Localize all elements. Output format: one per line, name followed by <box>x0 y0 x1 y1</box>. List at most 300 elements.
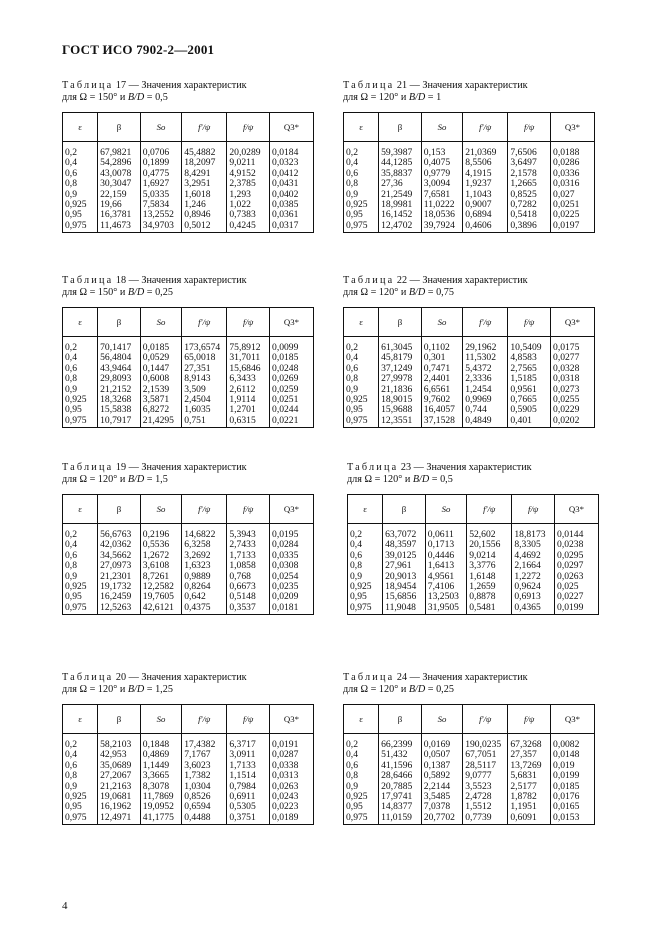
table-cell: 43,0078 <box>98 169 141 179</box>
table-cell: 0,6594 <box>182 802 227 812</box>
table-cell: 0,6315 <box>227 416 270 428</box>
table-cell: 0,0317 <box>270 221 314 233</box>
table-cell: 31,9505 <box>425 603 466 615</box>
table-cell: 0,8878 <box>467 592 512 602</box>
table-cell: 3,3665 <box>140 771 181 781</box>
table-cell: 2,3785 <box>227 179 270 189</box>
table-row <box>344 353 595 363</box>
column-header <box>63 113 98 142</box>
table-cell: 41,1775 <box>140 813 181 825</box>
table-cell: 56,6763 <box>98 524 141 541</box>
table-cell: 3,5523 <box>463 782 508 792</box>
table-row <box>63 416 314 428</box>
bd-label: B/D <box>127 92 145 103</box>
page-number: 4 <box>62 900 68 912</box>
table-row <box>344 210 595 220</box>
table-cell: 18,9454 <box>383 582 426 592</box>
table-row <box>344 200 595 210</box>
table-row <box>63 374 314 384</box>
table-cell: 21,0369 <box>463 142 508 159</box>
bd-label: B/D <box>127 684 145 695</box>
table-cell: 0,1102 <box>421 337 462 354</box>
table-cell: 8,4291 <box>182 169 227 179</box>
table-row <box>63 524 314 541</box>
table-row <box>63 750 314 760</box>
table-cell: 190,0235 <box>463 734 508 751</box>
caption-line2 <box>347 474 599 486</box>
column-header-label: So <box>437 317 447 327</box>
table-cell: 2,3336 <box>463 374 508 384</box>
table-cell: 11,0159 <box>379 813 422 825</box>
table-cell: 0,6894 <box>463 210 508 220</box>
table-cell: 1,9114 <box>227 395 270 405</box>
table-cell: 0,6 <box>344 761 379 771</box>
table-cell: 27,9978 <box>379 374 422 384</box>
bd-label: B/D <box>408 92 426 103</box>
column-header-label: ε <box>78 714 82 724</box>
table-row <box>63 771 314 781</box>
table-block-18 <box>62 275 314 428</box>
header-row <box>63 308 314 337</box>
column-header-label: ε <box>359 714 363 724</box>
table-cell: 0,0189 <box>270 813 314 825</box>
table-cell: 0,8 <box>63 179 98 189</box>
table-cell: 41,1596 <box>379 761 422 771</box>
table-cell: 12,2582 <box>140 582 181 592</box>
caption-number: 22 <box>396 275 408 286</box>
table-cell: 19,7605 <box>140 592 181 602</box>
table-cell: 2,1539 <box>140 385 181 395</box>
column-header <box>227 113 270 142</box>
column-header-label: f/ψ <box>243 504 254 514</box>
table-cell: 0,2 <box>348 524 383 541</box>
table-row <box>348 540 599 550</box>
caption-word: Таблица <box>343 80 395 91</box>
column-header <box>63 705 98 734</box>
column-header-label: f′/ψ <box>483 504 496 514</box>
column-header <box>508 705 551 734</box>
table-cell: 0,5418 <box>508 210 551 220</box>
table-cell: 0,0209 <box>270 592 314 602</box>
table-cell: 1,2272 <box>512 572 555 582</box>
table-row <box>63 200 314 210</box>
table-cell: 19,0681 <box>98 792 141 802</box>
table-cell: 4,4692 <box>512 551 555 561</box>
condition-prefix: для Ω = <box>62 92 98 103</box>
caption-text: — Значения характеристик <box>409 275 528 286</box>
column-header-label: f′/ψ <box>198 714 211 724</box>
table-cell: 0,7984 <box>227 782 270 792</box>
table-cell: 0,4 <box>63 750 98 760</box>
data-table-19 <box>62 494 314 615</box>
table-row <box>344 782 595 792</box>
table-cell: 52,602 <box>467 524 512 541</box>
table-cell: 19,66 <box>98 200 141 210</box>
table-cell: 0,1387 <box>421 761 462 771</box>
table-cell: 11,9048 <box>383 603 426 615</box>
condition-prefix: для Ω = <box>62 684 98 695</box>
table-cell: 21,2152 <box>98 385 141 395</box>
caption-number: 21 <box>396 80 408 91</box>
column-header <box>421 705 462 734</box>
column-header-label: β <box>397 317 403 327</box>
table-row <box>63 603 314 615</box>
table-row <box>344 416 595 428</box>
table-cell: 0,0223 <box>270 802 314 812</box>
table-cell: 18,2097 <box>182 158 227 168</box>
table-cell: 0,95 <box>63 210 98 220</box>
column-header-label: f/ψ <box>528 504 539 514</box>
table-row <box>344 374 595 384</box>
caption-text: — Значения характеристик <box>128 80 247 91</box>
column-header-label: β <box>116 122 122 132</box>
column-header-label: Q3* <box>283 714 300 724</box>
table-cell: 42,6121 <box>140 603 181 615</box>
table-block-24 <box>343 672 595 825</box>
column-header <box>551 308 595 337</box>
table-cell: 0,9 <box>348 572 383 582</box>
table-cell: 1,1449 <box>140 761 181 771</box>
table-cell: 0,3537 <box>227 603 270 615</box>
column-header <box>379 705 422 734</box>
table-cell: 0,2196 <box>140 524 181 541</box>
table-cell: 11,7869 <box>140 792 181 802</box>
column-header <box>140 495 181 524</box>
table-cell: 0,0328 <box>551 364 595 374</box>
table-cell: 1,6035 <box>182 405 227 415</box>
table-cell: 39,0125 <box>383 551 426 561</box>
header-row <box>344 308 595 337</box>
table-cell: 0,8 <box>344 179 379 189</box>
table-cell: 0,925 <box>344 200 379 210</box>
column-header <box>182 308 227 337</box>
caption-line2 <box>343 92 595 104</box>
table-cell: 0,0412 <box>270 169 314 179</box>
table-cell: 0,751 <box>182 416 227 428</box>
table-cell: 37,1528 <box>421 416 462 428</box>
table-caption <box>62 672 314 696</box>
table-cell: 0,8 <box>344 374 379 384</box>
table-cell: 0,9 <box>63 190 98 200</box>
table-cell: 0,4375 <box>182 603 227 615</box>
table-cell: 66,2399 <box>379 734 422 751</box>
table-cell: 21,2301 <box>98 572 141 582</box>
table-cell: 4,9152 <box>227 169 270 179</box>
table-cell: 0,0229 <box>551 405 595 415</box>
table-cell: 0,2 <box>344 142 379 159</box>
table-cell: 9,0777 <box>463 771 508 781</box>
table-cell: 0,9 <box>63 782 98 792</box>
table-cell: 15,5838 <box>98 405 141 415</box>
caption-line1 <box>343 275 595 287</box>
table-row <box>344 364 595 374</box>
column-header-label: So <box>156 504 166 514</box>
table-cell: 0,6 <box>348 551 383 561</box>
table-cell: 0,4488 <box>182 813 227 825</box>
column-header-label: β <box>401 504 407 514</box>
table-cell: 0,4 <box>344 750 379 760</box>
table-cell: 3,5485 <box>421 792 462 802</box>
column-header <box>463 113 508 142</box>
table-cell: 0,0259 <box>270 385 314 395</box>
table-cell: 0,0287 <box>270 750 314 760</box>
table-cell: 0,975 <box>344 416 379 428</box>
table-cell: 0,6673 <box>227 582 270 592</box>
column-header-label: ε <box>363 504 367 514</box>
table-cell: 10,5409 <box>508 337 551 354</box>
table-cell: 21,4295 <box>140 416 181 428</box>
table-cell: 0,4075 <box>421 158 462 168</box>
table-cell: 27,357 <box>508 750 551 760</box>
table-cell: 16,4057 <box>421 405 462 415</box>
caption-line1 <box>343 672 595 684</box>
column-header <box>348 495 383 524</box>
table-cell: 0,2 <box>63 734 98 751</box>
table-cell: 0,95 <box>344 210 379 220</box>
bd-value: = 1,5 <box>144 474 168 485</box>
column-header <box>551 113 595 142</box>
table-cell: 0,0335 <box>270 551 314 561</box>
table-cell: 0,0273 <box>551 385 595 395</box>
table-cell: 0,0361 <box>270 210 314 220</box>
table-cell: 42,953 <box>98 750 141 760</box>
table-cell: 0,6913 <box>512 592 555 602</box>
column-header-label: So <box>437 122 447 132</box>
caption-line2 <box>62 287 314 299</box>
caption-text: — Значения характеристик <box>128 462 247 473</box>
table-cell: 0,2 <box>63 524 98 541</box>
omega-value: 120° <box>97 684 118 695</box>
column-header <box>270 705 314 734</box>
table-cell: 27,0973 <box>98 561 141 571</box>
table-cell: 0,5481 <box>467 603 512 615</box>
table-cell: 43,9464 <box>98 364 141 374</box>
table-cell: 3,0911 <box>227 750 270 760</box>
condition-mid: и <box>398 684 409 695</box>
table-cell: 0,019 <box>551 761 595 771</box>
table-cell: 63,7072 <box>383 524 426 541</box>
column-header-label: ε <box>78 122 82 132</box>
table-cell: 0,0277 <box>551 353 595 363</box>
table-cell: 8,3078 <box>140 782 181 792</box>
header-row <box>63 705 314 734</box>
data-table-21 <box>343 112 595 233</box>
table-row <box>63 364 314 374</box>
table-cell: 1,0304 <box>182 782 227 792</box>
table-cell: 35,0689 <box>98 761 141 771</box>
header-row <box>344 705 595 734</box>
table-cell: 0,0251 <box>270 395 314 405</box>
table-row <box>344 158 595 168</box>
table-row <box>63 385 314 395</box>
bd-label: B/D <box>408 287 426 298</box>
table-cell: 0,6008 <box>140 374 181 384</box>
table-row <box>348 572 599 582</box>
table-cell: 1,1951 <box>508 802 551 812</box>
table-row <box>344 405 595 415</box>
table-caption <box>343 80 595 104</box>
table-cell: 1,1043 <box>463 190 508 200</box>
data-table-17 <box>62 112 314 233</box>
table-block-21 <box>343 80 595 233</box>
table-cell: 0,0295 <box>555 551 599 561</box>
table-cell: 0,9007 <box>463 200 508 210</box>
table-cell: 1,2454 <box>463 385 508 395</box>
table-row <box>63 561 314 571</box>
table-cell: 0,925 <box>63 792 98 802</box>
table-cell: 9,0211 <box>227 158 270 168</box>
table-cell: 7,1767 <box>182 750 227 760</box>
table-cell: 0,0336 <box>551 169 595 179</box>
table-cell: 7,5834 <box>140 200 181 210</box>
table-cell: 22,159 <box>98 190 141 200</box>
table-cell: 0,9624 <box>512 582 555 592</box>
column-header <box>467 495 512 524</box>
column-header-label: So <box>441 504 451 514</box>
table-cell: 9,7602 <box>421 395 462 405</box>
table-cell: 0,0221 <box>270 416 314 428</box>
table-cell: 35,8837 <box>379 169 422 179</box>
column-header <box>379 113 422 142</box>
table-row <box>348 524 599 541</box>
table-cell: 0,3751 <box>227 813 270 825</box>
table-cell: 3,2692 <box>182 551 227 561</box>
table-row <box>63 142 314 159</box>
column-header <box>98 308 141 337</box>
table-cell: 0,0169 <box>421 734 462 751</box>
column-header-label: f′/ψ <box>198 122 211 132</box>
data-table-22 <box>343 307 595 428</box>
table-block-23 <box>347 462 599 615</box>
bd-value: = 1,25 <box>144 684 173 695</box>
table-cell: 20,7885 <box>379 782 422 792</box>
table-cell: 0,6 <box>63 169 98 179</box>
table-cell: 0,401 <box>508 416 551 428</box>
table-cell: 67,3268 <box>508 734 551 751</box>
table-cell: 0,0227 <box>555 592 599 602</box>
table-cell: 5,0335 <box>140 190 181 200</box>
table-cell: 0,4 <box>63 540 98 550</box>
table-row <box>348 582 599 592</box>
caption-line2 <box>62 474 314 486</box>
column-header <box>63 495 98 524</box>
column-header-label: β <box>397 714 403 724</box>
table-cell: 1,7133 <box>227 551 270 561</box>
column-header-label: ε <box>78 504 82 514</box>
caption-number: 19 <box>115 462 127 473</box>
table-cell: 3,509 <box>182 385 227 395</box>
table-cell: 0,9 <box>63 572 98 582</box>
data-table-20 <box>62 704 314 825</box>
table-cell: 0,4 <box>63 353 98 363</box>
caption-line2 <box>62 684 314 696</box>
table-cell: 0,0254 <box>270 572 314 582</box>
table-cell: 0,0185 <box>551 782 595 792</box>
table-cell: 0,0191 <box>270 734 314 751</box>
table-caption <box>62 80 314 104</box>
bd-value: = 0,5 <box>429 474 453 485</box>
table-cell: 1,0858 <box>227 561 270 571</box>
table-row <box>63 353 314 363</box>
table-cell: 0,1899 <box>140 158 181 168</box>
table-row <box>63 813 314 825</box>
column-header-label: f/ψ <box>524 317 535 327</box>
condition-prefix: для Ω = <box>343 684 379 695</box>
table-cell: 1,6413 <box>425 561 466 571</box>
table-cell: 0,6911 <box>227 792 270 802</box>
caption-text: — Значения характеристик <box>128 275 247 286</box>
table-cell: 0,0176 <box>551 792 595 802</box>
table-row <box>63 540 314 550</box>
table-cell: 0,8526 <box>182 792 227 802</box>
table-cell: 0,0316 <box>551 179 595 189</box>
table-cell: 20,7702 <box>421 813 462 825</box>
table-cell: 8,9143 <box>182 374 227 384</box>
table-cell: 44,1285 <box>379 158 422 168</box>
table-row <box>344 179 595 189</box>
caption-number: 23 <box>400 462 412 473</box>
table-cell: 1,246 <box>182 200 227 210</box>
table-cell: 59,3987 <box>379 142 422 159</box>
omega-value: 150° <box>97 92 118 103</box>
table-cell: 2,5177 <box>508 782 551 792</box>
omega-value: 150° <box>97 287 118 298</box>
column-header <box>383 495 426 524</box>
table-cell: 54,2896 <box>98 158 141 168</box>
table-row <box>63 337 314 354</box>
table-cell: 10,7917 <box>98 416 141 428</box>
table-cell: 0,975 <box>344 813 379 825</box>
table-cell: 0,925 <box>348 582 383 592</box>
table-cell: 0,6 <box>63 761 98 771</box>
table-cell: 16,1452 <box>379 210 422 220</box>
column-header <box>227 705 270 734</box>
table-cell: 3,6023 <box>182 761 227 771</box>
column-header-label: Q3* <box>283 122 300 132</box>
table-cell: 0,95 <box>344 405 379 415</box>
data-table-24 <box>343 704 595 825</box>
table-cell: 37,1249 <box>379 364 422 374</box>
table-cell: 13,7269 <box>508 761 551 771</box>
table-cell: 15,9688 <box>379 405 422 415</box>
column-header-label: Q3* <box>568 504 585 514</box>
column-header <box>182 113 227 142</box>
table-row <box>344 813 595 825</box>
data-table-18 <box>62 307 314 428</box>
table-row <box>63 179 314 189</box>
table-row <box>63 405 314 415</box>
table-cell: 45,8179 <box>379 353 422 363</box>
table-cell: 0,1447 <box>140 364 181 374</box>
condition-prefix: для Ω = <box>343 92 379 103</box>
caption-line1 <box>62 275 314 287</box>
table-cell: 21,2549 <box>379 190 422 200</box>
table-cell: 0,9779 <box>421 169 462 179</box>
condition-mid: и <box>117 92 128 103</box>
table-cell: 0,0181 <box>270 603 314 615</box>
table-cell: 18,9981 <box>379 200 422 210</box>
table-caption <box>62 462 314 486</box>
table-cell: 5,4372 <box>463 364 508 374</box>
column-header <box>508 113 551 142</box>
column-header <box>463 705 508 734</box>
table-cell: 17,4382 <box>182 734 227 751</box>
table-cell: 2,1578 <box>508 169 551 179</box>
column-header-label: β <box>116 317 122 327</box>
condition-mid: и <box>117 287 128 298</box>
table-cell: 0,0318 <box>551 374 595 384</box>
table-cell: 20,1556 <box>467 540 512 550</box>
